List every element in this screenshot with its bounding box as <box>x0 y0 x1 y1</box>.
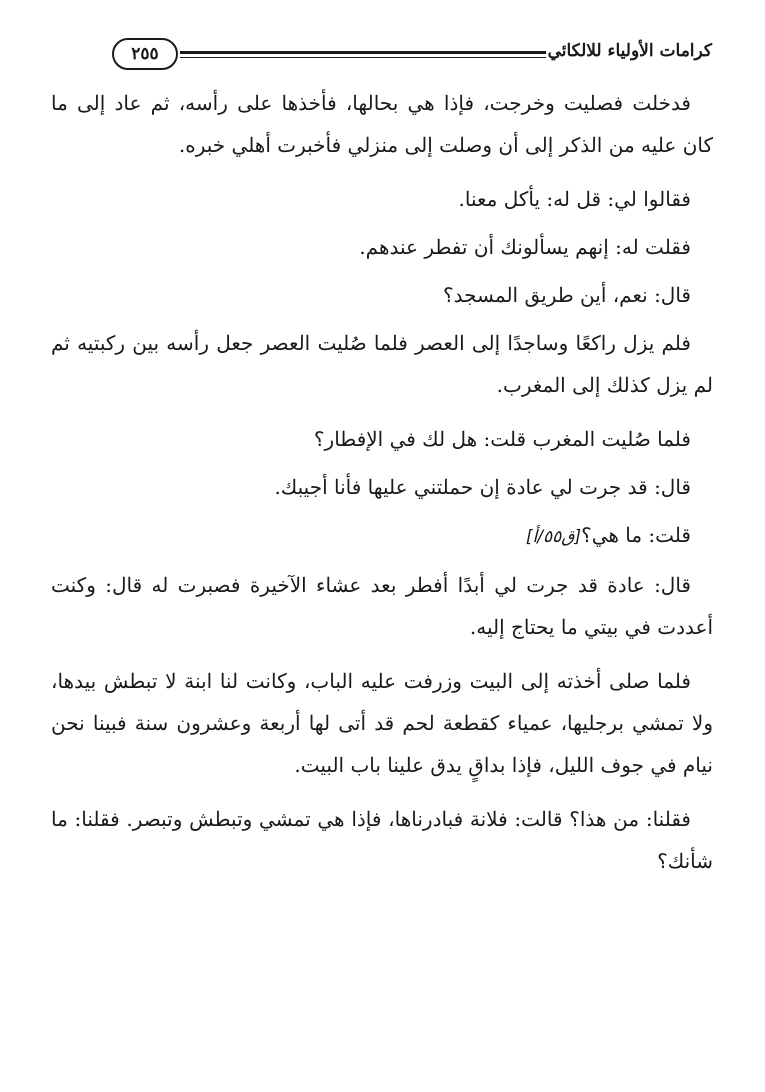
paragraph: فلما صلى أخذته إلى البيت وزرفت عليه الباب، وكانت لنا ابنة لا تبطش بيدها، ولا تمشي برجليها، عمياء كقطعة لحم قد أتى لها أربعة وعشرون سنة فبينا نحن نيام في جوف الليل، فإذا بداقٍ يدق علينا باب البيت. <box>51 669 713 777</box>
page-header <box>112 38 712 72</box>
header-rule-thick <box>180 51 546 54</box>
paragraph: فقلنا: من هذا؟ قالت: فلانة فبادرناها، فإذا هي تمشي وتبطش وتبصر. فقلنا: ما شأنك؟ <box>51 807 713 873</box>
paragraph: فلما صُليت المغرب قلت: هل لك في الإفطار؟ <box>313 427 691 451</box>
paragraph: فقلت له: إنهم يسألونك أن تفطر عندهم. <box>359 235 691 259</box>
header-rule-thin <box>180 57 546 58</box>
paragraph: قال: نعم، أين طريق المسجد؟ <box>443 283 691 307</box>
paragraph: قال: قد جرت لي عادة إن حملتني عليها فأنا أجيبك. <box>274 475 691 499</box>
paragraph: فدخلت فصليت وخرجت، فإذا هي بحالها، فأخذها على رأسه، ثم عاد إلى ما كان عليه من الذكر إلى أن وصلت إلى منزلي فأخبرت أهلي خبره. <box>51 91 713 157</box>
folio-reference: [ق٥٥/أ] <box>525 527 582 547</box>
paragraph: فلم يزل راكعًا وساجدًا إلى العصر فلما صُليت العصر جعل رأسه بين ركبتيه ثم لم يزل كذلك إلى المغرب. <box>51 331 713 397</box>
body-text <box>51 82 713 894</box>
paragraph-with-reference <box>51 514 713 558</box>
page-number: ٢٥٥ <box>112 38 178 70</box>
paragraph: فقالوا لي: قل له: يأكل معنا. <box>458 187 691 211</box>
ref-line-text: قلت: ما هي؟ <box>581 523 691 547</box>
paragraph: قال: عادة قد جرت لي أبدًا أفطر بعد عشاء الآخيرة فصبرت له قال: وكنت أعددت في بيتي ما يحتاج إليه. <box>51 573 713 639</box>
book-title: كرامات الأولياء للالكائي <box>547 41 712 61</box>
